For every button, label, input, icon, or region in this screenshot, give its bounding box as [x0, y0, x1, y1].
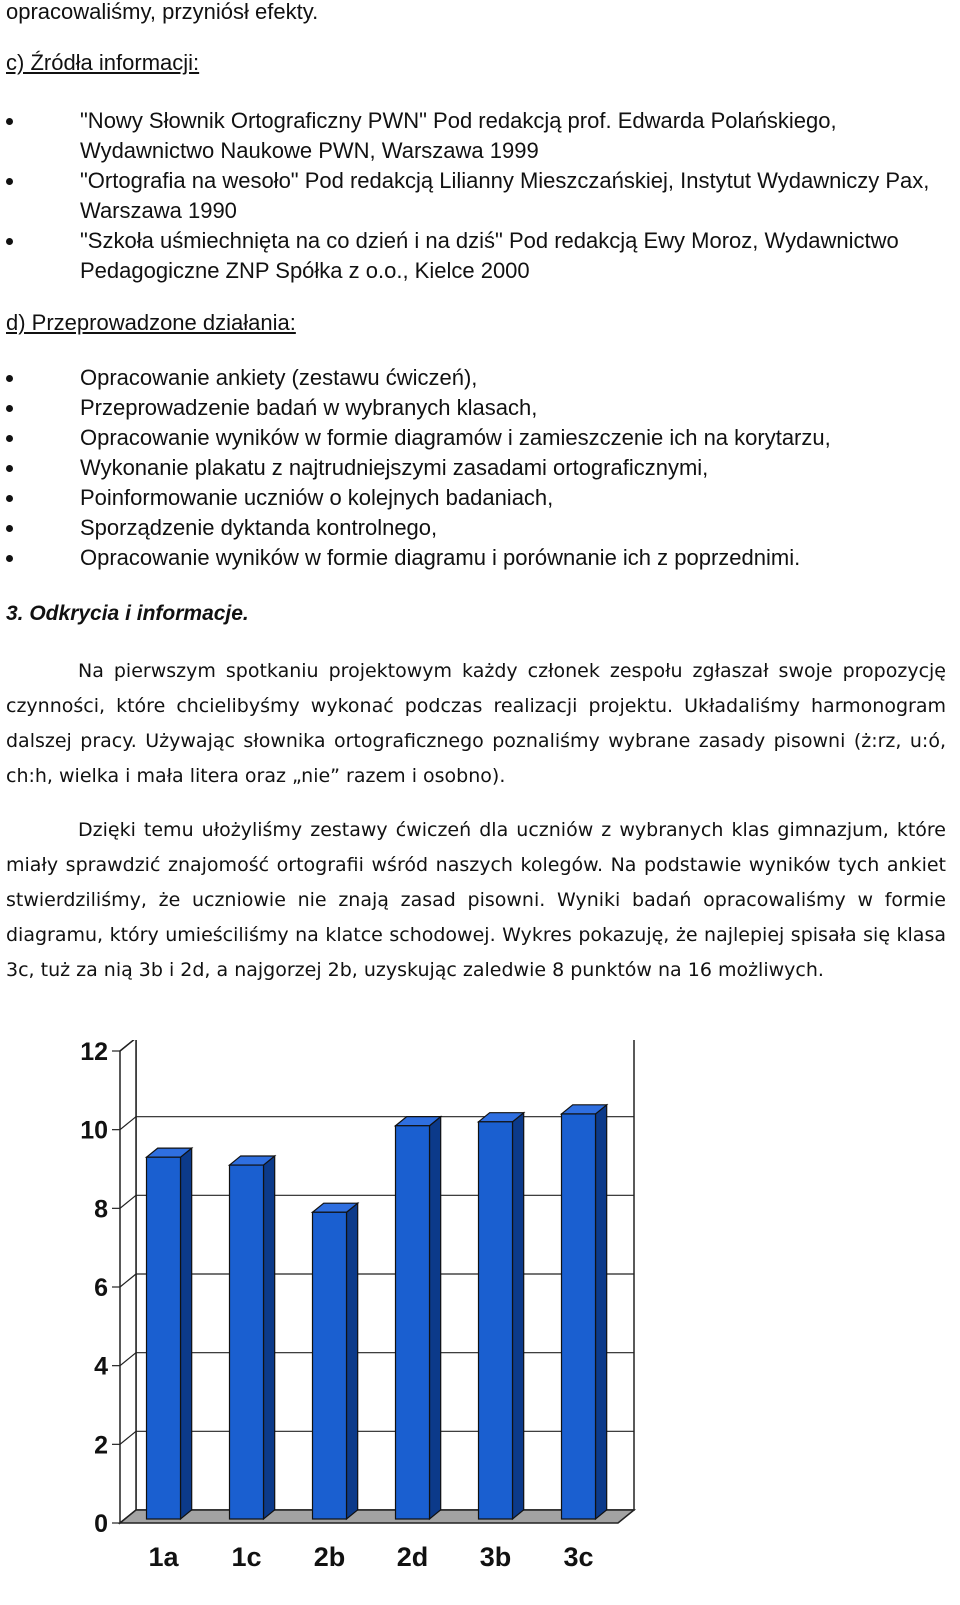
source-item: "Nowy Słownik Ortograficzny PWN" Pod redakcją prof. Edwarda Polańskiego, Wydawnictwo Naukowe PWN, Warszawa 1999: [6, 106, 936, 166]
y-tick-label: 0: [94, 1510, 108, 1538]
x-tick-label: 2d: [396, 1542, 429, 1572]
y-tick-label: 6: [94, 1274, 108, 1302]
action-item: Przeprowadzenie badań w wybranych klasach,: [6, 393, 936, 423]
x-tick-label: 2b: [313, 1542, 346, 1572]
y-tick-label: 8: [94, 1195, 108, 1224]
paragraph-1: [6, 654, 946, 794]
source-item: "Szkoła uśmiechnięta na co dzień i na dziś" Pod redakcją Ewy Moroz, Wydawnictwo Pedagogiczne ZNP Spółka z o.o., Kielce 2000: [6, 226, 936, 286]
actions-heading: d) Przeprowadzone działania:: [6, 310, 296, 335]
action-item: Wykonanie plakatu z najtrudniejszymi zasadami ortograficznymi,: [6, 453, 936, 483]
bar: [230, 1165, 264, 1519]
action-item: Sporządzenie dyktanda kontrolnego,: [6, 513, 936, 543]
bar-chart: [0, 1040, 960, 1605]
y-tick-label: 12: [80, 1040, 108, 1066]
bar-side: [181, 1148, 192, 1519]
chart-side-wall: [120, 1040, 136, 1523]
y-tick-label: 4: [94, 1352, 108, 1381]
source-item: "Ortografia na wesoło" Pod redakcją Lilianny Mieszczańskiej, Instytut Wydawniczy Pax, Warszawa 1990: [6, 166, 936, 226]
bar: [479, 1122, 513, 1519]
bar: [313, 1212, 347, 1519]
sources-list: [6, 106, 936, 286]
continuation-line: opracowaliśmy, przyniósł efekty.: [6, 0, 319, 24]
bar-side: [347, 1203, 358, 1519]
actions-list: [6, 363, 936, 573]
bar-side: [264, 1156, 275, 1519]
paragraph-2-text: Dzięki temu ułożyliśmy zestawy ćwiczeń dla uczniów z wybranych klas gimnazjum, które miały sprawdzić znajomość ortografii wśród naszych kolegów. Na podstawie wyników tych ankiet stwierdziliśmy, że uczniowie nie znają zasad pisowni. Wyniki badań opracowaliśmy w formie diagramu, który umieściliśmy na klatce schodowej. Wykres pokazuję, że najlepiej spisała się klasa 3c, tuż za nią 3b i 2d, a najgorzej 2b, uzyskując zaledwie 8 punktów na 16 możliwych.: [6, 819, 946, 981]
bar: [147, 1157, 181, 1519]
x-tick-label: 3b: [479, 1542, 512, 1572]
section-heading: 3. Odkrycia i informacje.: [6, 602, 249, 625]
bar-side: [596, 1105, 607, 1519]
x-tick-label: 3c: [563, 1542, 594, 1572]
chart-back-wall: [136, 1040, 634, 1510]
y-tick-label: 2: [94, 1431, 108, 1460]
bar: [396, 1126, 430, 1519]
sources-heading: c) Źródła informacji:: [6, 50, 200, 75]
bar-side: [513, 1113, 524, 1519]
paragraph-2: [6, 813, 946, 988]
paragraph-1-text: Na pierwszym spotkaniu projektowym każdy członek zespołu zgłaszał swoje propozycję czynności, które chcielibyśmy wykonać podczas realizacji projektu. Układaliśmy harmonogram dalszej pracy. Używając słownika ortograficznego poznaliśmy wybrane zasady pisowni (ż:rz, u:ó, ch:h, wielka i mała litera oraz „nie” razem i osobno).: [6, 660, 946, 787]
action-item: Opracowanie wyników w formie diagramów i zamieszczenie ich na korytarzu,: [6, 423, 936, 453]
chart-floor: [120, 1510, 634, 1523]
action-item: Poinformowanie uczniów o kolejnych badaniach,: [6, 483, 936, 513]
action-item: Opracowanie ankiety (zestawu ćwiczeń),: [6, 363, 936, 393]
bar: [562, 1114, 596, 1519]
bar-side: [430, 1117, 441, 1519]
action-item: Opracowanie wyników w formie diagramu i porównanie ich z poprzednimi.: [6, 543, 936, 573]
x-tick-label: 1c: [231, 1542, 262, 1572]
y-tick-label: 10: [80, 1116, 108, 1145]
x-tick-label: 1a: [148, 1542, 179, 1572]
